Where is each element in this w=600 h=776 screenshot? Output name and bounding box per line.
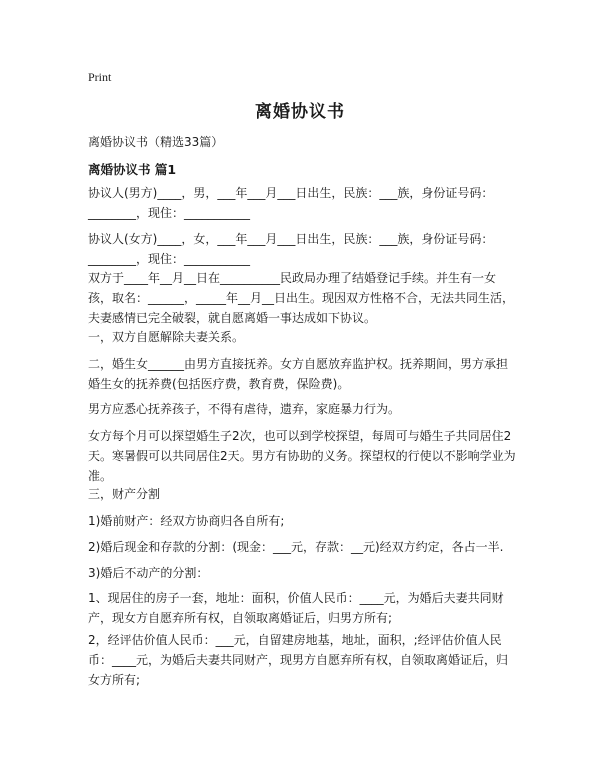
paragraph-land: 2，经评估价值人民币：___元，自留建房地基，地址，面积，;经评估价值人民币：____元，为婚后夫妻共同财产，现男方自愿弃所有权，自领取离婚证后，归女方所有; xyxy=(88,633,509,687)
paragraph-clause-2: 二，婚生女______由男方直接抚养。女方自愿放弃监护权。抚养期间，男方承担婚生女的抚养费(包括医疗费，教育费，保险费)。 xyxy=(88,357,509,391)
paragraph-party-male: 协议人(男方)____，男，___年___月___日出生，民族：___族，身份证号码：________，现住：___________ xyxy=(88,186,494,220)
paragraph-clause-1: 一，双方自愿解除夫妻关系。 xyxy=(88,330,245,344)
document-title: 离婚协议书 xyxy=(255,102,345,122)
paragraph-cash-savings: 2)婚后现金和存款的分割：(现金：___元，存款：__元)经双方约定，各占一半. xyxy=(88,540,504,554)
paragraph-visitation: 女方每个月可以探望婚生子2次，也可以到学校探望，每周可与婚生子共同居住2天。寒暑假可以共同居住2天。男方有协助的义务。探望权的行使以不影响学业为准。 xyxy=(88,429,516,483)
paragraph-house: 1、现居住的房子一套，地址：面积，价值人民币：____元，为婚后夫妻共同财产，现女方自愿弃所有权，自领取离婚证后，归男方所有; xyxy=(88,591,504,625)
document-subtitle: 离婚协议书（精选33篇） xyxy=(88,135,224,149)
paragraph-real-estate: 3)婚后不动产的分割： xyxy=(88,566,209,580)
paragraph-premarital-property: 1)婚前财产：经双方协商归各自所有; xyxy=(88,514,285,528)
print-link[interactable]: Print xyxy=(88,70,112,84)
paragraph-clause-3: 三，财产分割 xyxy=(88,487,161,501)
paragraph-care: 男方应悉心抚养孩子，不得有虐待，遗弃，家庭暴力行为。 xyxy=(88,402,401,416)
paragraph-background: 双方于____年__月__日在__________民政局办理了结婚登记手续。并生有一女孩，取名：______，_____年__月__日出生。现因双方性格不合，无法共同生活，夫妻感情已完全破裂，就自愿离婚一事达成如下协议。 xyxy=(88,271,515,325)
section-heading: 离婚协议书 篇1 xyxy=(88,162,177,177)
paragraph-party-female: 协议人(女方)____，女，___年___月___日出生，民族：___族，身份证号码：________，现住：___________ xyxy=(88,232,494,266)
